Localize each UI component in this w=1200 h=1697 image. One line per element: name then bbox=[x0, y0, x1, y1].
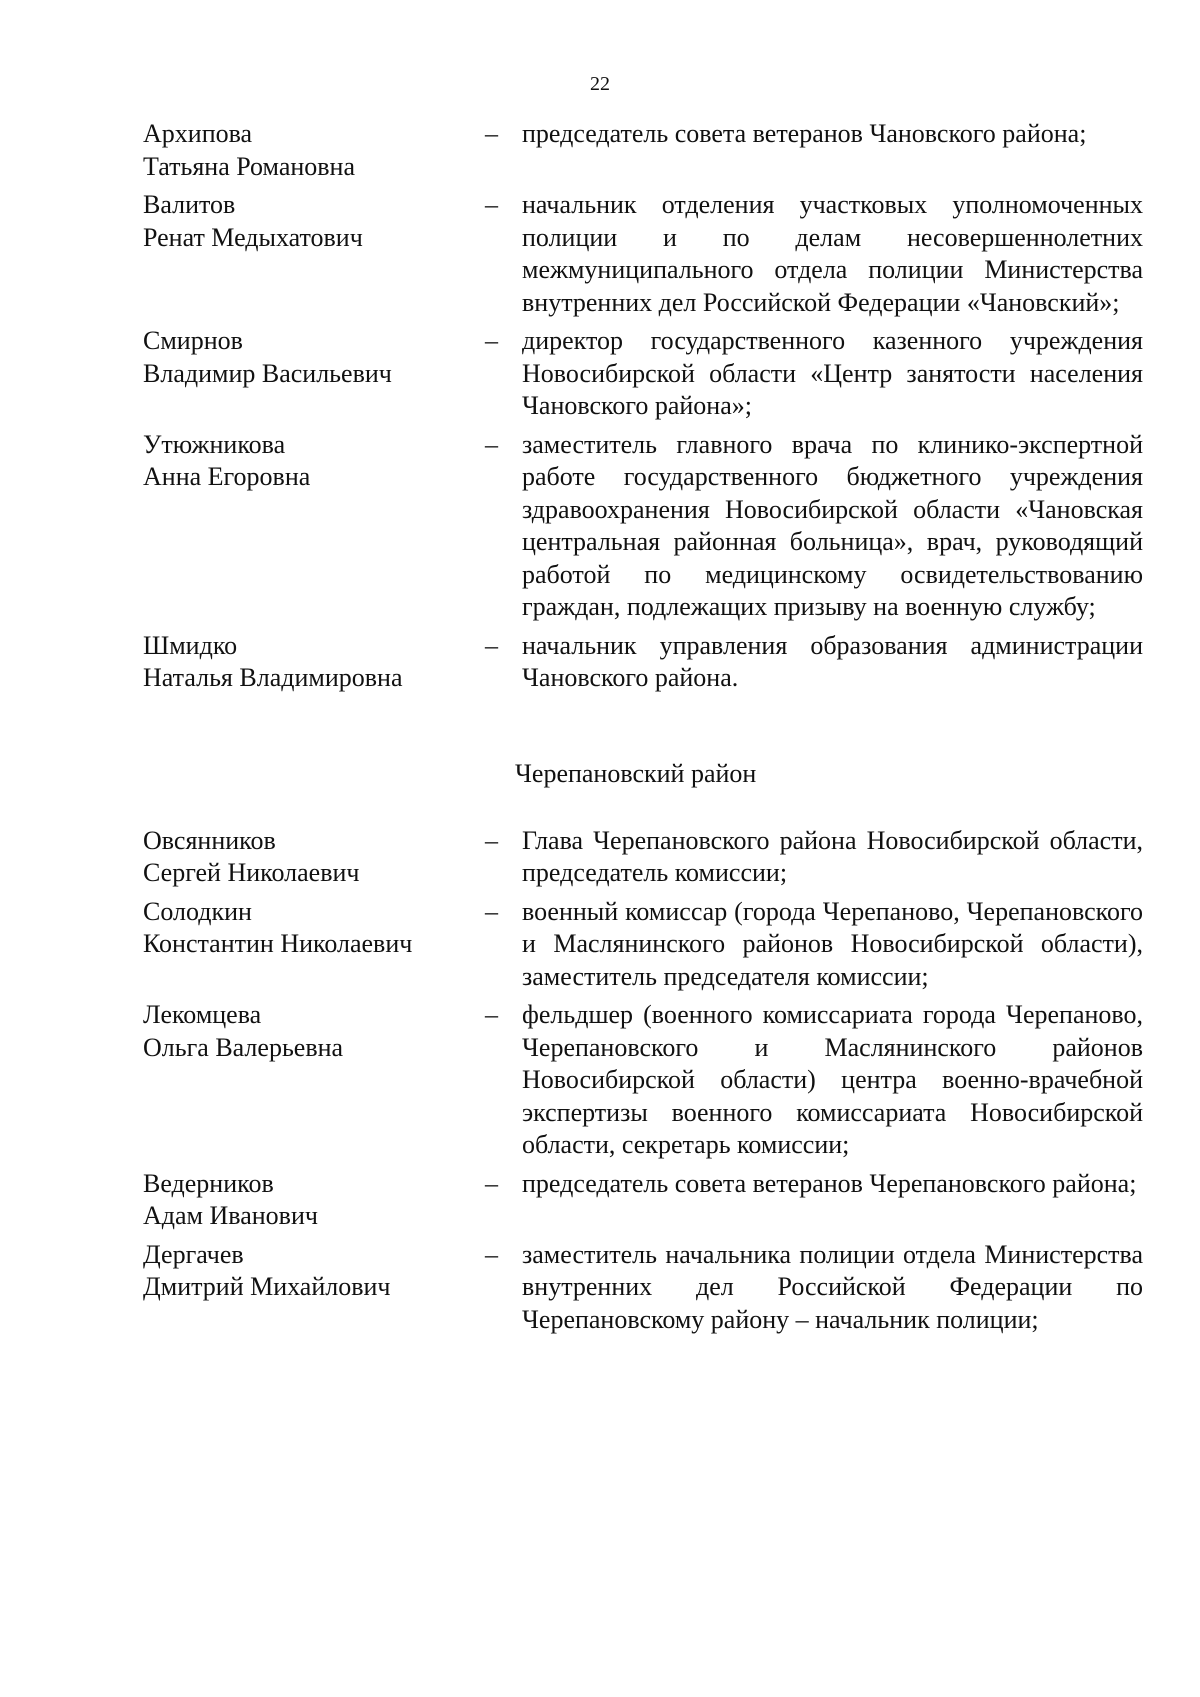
member-position: заместитель главного врача по клинико-экспертной работе государственного бюджетного учреждения здравоохранения Новосибирской области «Чановская центральная районная больница», врач, руководящий работой по медицинскому освидетельствованию граждан, подлежащих призыву на военную службу; bbox=[522, 429, 1143, 621]
member-name bbox=[143, 1239, 485, 1304]
member-group bbox=[143, 825, 1143, 1337]
member-surname: Шмидко bbox=[143, 630, 238, 660]
member-name bbox=[143, 189, 485, 254]
member-name bbox=[143, 1168, 485, 1233]
member-entry bbox=[143, 325, 1143, 423]
member-given-names: Наталья Владимировна bbox=[143, 663, 403, 692]
member-given-names: Татьяна Романовна bbox=[143, 151, 356, 181]
member-position: Глава Черепановского района Новосибирской области, председатель комиссии; bbox=[522, 825, 1143, 887]
member-name bbox=[143, 999, 485, 1064]
member-entry bbox=[143, 118, 1143, 183]
member-surname: Овсянников bbox=[143, 825, 276, 855]
page-number: 22 bbox=[590, 73, 610, 95]
member-surname: Валитов bbox=[143, 190, 236, 219]
dash-separator: – bbox=[485, 429, 498, 459]
member-given-names: Константин Николаевич bbox=[143, 929, 413, 958]
member-position: директор государственного казенного учреждения Новосибирской области «Центр занятости населения Чановского района»; bbox=[522, 326, 1143, 420]
dash-separator: – bbox=[485, 119, 498, 148]
member-entry bbox=[143, 630, 1143, 695]
member-given-names: Ренат Медыхатович bbox=[143, 222, 363, 252]
dash-separator: – bbox=[485, 1168, 498, 1198]
dash-separator: – bbox=[485, 1239, 498, 1269]
member-name bbox=[143, 825, 485, 890]
member-position: заместитель начальника полиции отдела Министерства внутренних дел Российской Федерации по Черепановскому району – начальник полиции; bbox=[522, 1239, 1143, 1334]
district-heading: Черепановский район bbox=[515, 758, 757, 788]
dash-separator: – bbox=[485, 326, 498, 355]
member-position: начальник управления образования администрации Чановского района. bbox=[522, 630, 1143, 692]
member-position: председатель совета ветеранов Чановского района; bbox=[522, 119, 1087, 148]
member-entry bbox=[143, 825, 1143, 890]
member-name bbox=[143, 325, 485, 390]
member-group bbox=[143, 118, 1143, 695]
member-given-names: Владимир Васильевич bbox=[143, 358, 392, 388]
dash-separator: – bbox=[485, 630, 498, 660]
member-surname: Утюжникова bbox=[143, 429, 286, 459]
member-given-names: Анна Егоровна bbox=[143, 462, 311, 491]
member-given-names: Ольга Валерьевна bbox=[143, 1032, 344, 1062]
member-entry bbox=[143, 429, 1143, 624]
member-name bbox=[143, 118, 485, 183]
member-name bbox=[143, 896, 485, 961]
member-entry bbox=[143, 1239, 1143, 1337]
member-entry bbox=[143, 189, 1143, 319]
member-name bbox=[143, 429, 485, 494]
member-given-names: Адам Иванович bbox=[143, 1201, 318, 1230]
member-given-names: Дмитрий Михайлович bbox=[143, 1272, 391, 1301]
member-surname: Архипова bbox=[143, 119, 253, 148]
dash-separator: – bbox=[485, 190, 498, 219]
member-position: начальник отделения участковых уполномоченных полиции и по делам несовершеннолетних межмуниципального отдела полиции Министерства внутренних дел Российской Федерации «Чановский»; bbox=[522, 190, 1143, 317]
member-name bbox=[143, 630, 485, 695]
dash-separator: – bbox=[485, 825, 498, 855]
member-surname: Солодкин bbox=[143, 896, 252, 926]
dash-separator: – bbox=[485, 1000, 498, 1029]
member-given-names: Сергей Николаевич bbox=[143, 858, 360, 887]
member-entry bbox=[143, 896, 1143, 994]
member-position: председатель совета ветеранов Черепановского района; bbox=[522, 1168, 1137, 1198]
member-entry bbox=[143, 999, 1143, 1162]
member-position: фельдшер (военного комиссариата города Черепаново, Черепановского и Маслянинского районов Новосибирской области) центра военно-врачебной экспертизы военного комиссариата Новосибирской области, секретарь комиссии; bbox=[522, 1000, 1143, 1159]
member-entry bbox=[143, 1168, 1143, 1233]
member-position: военный комиссар (города Черепаново, Черепановского и Маслянинского районов Новосибирской области), заместитель председателя комиссии; bbox=[522, 896, 1143, 991]
commission-list bbox=[143, 118, 1143, 1336]
member-surname: Дергачев bbox=[143, 1239, 244, 1269]
member-surname: Смирнов bbox=[143, 326, 243, 355]
member-surname: Ведерников bbox=[143, 1168, 274, 1198]
dash-separator: – bbox=[485, 896, 498, 926]
member-surname: Лекомцева bbox=[143, 1000, 262, 1029]
